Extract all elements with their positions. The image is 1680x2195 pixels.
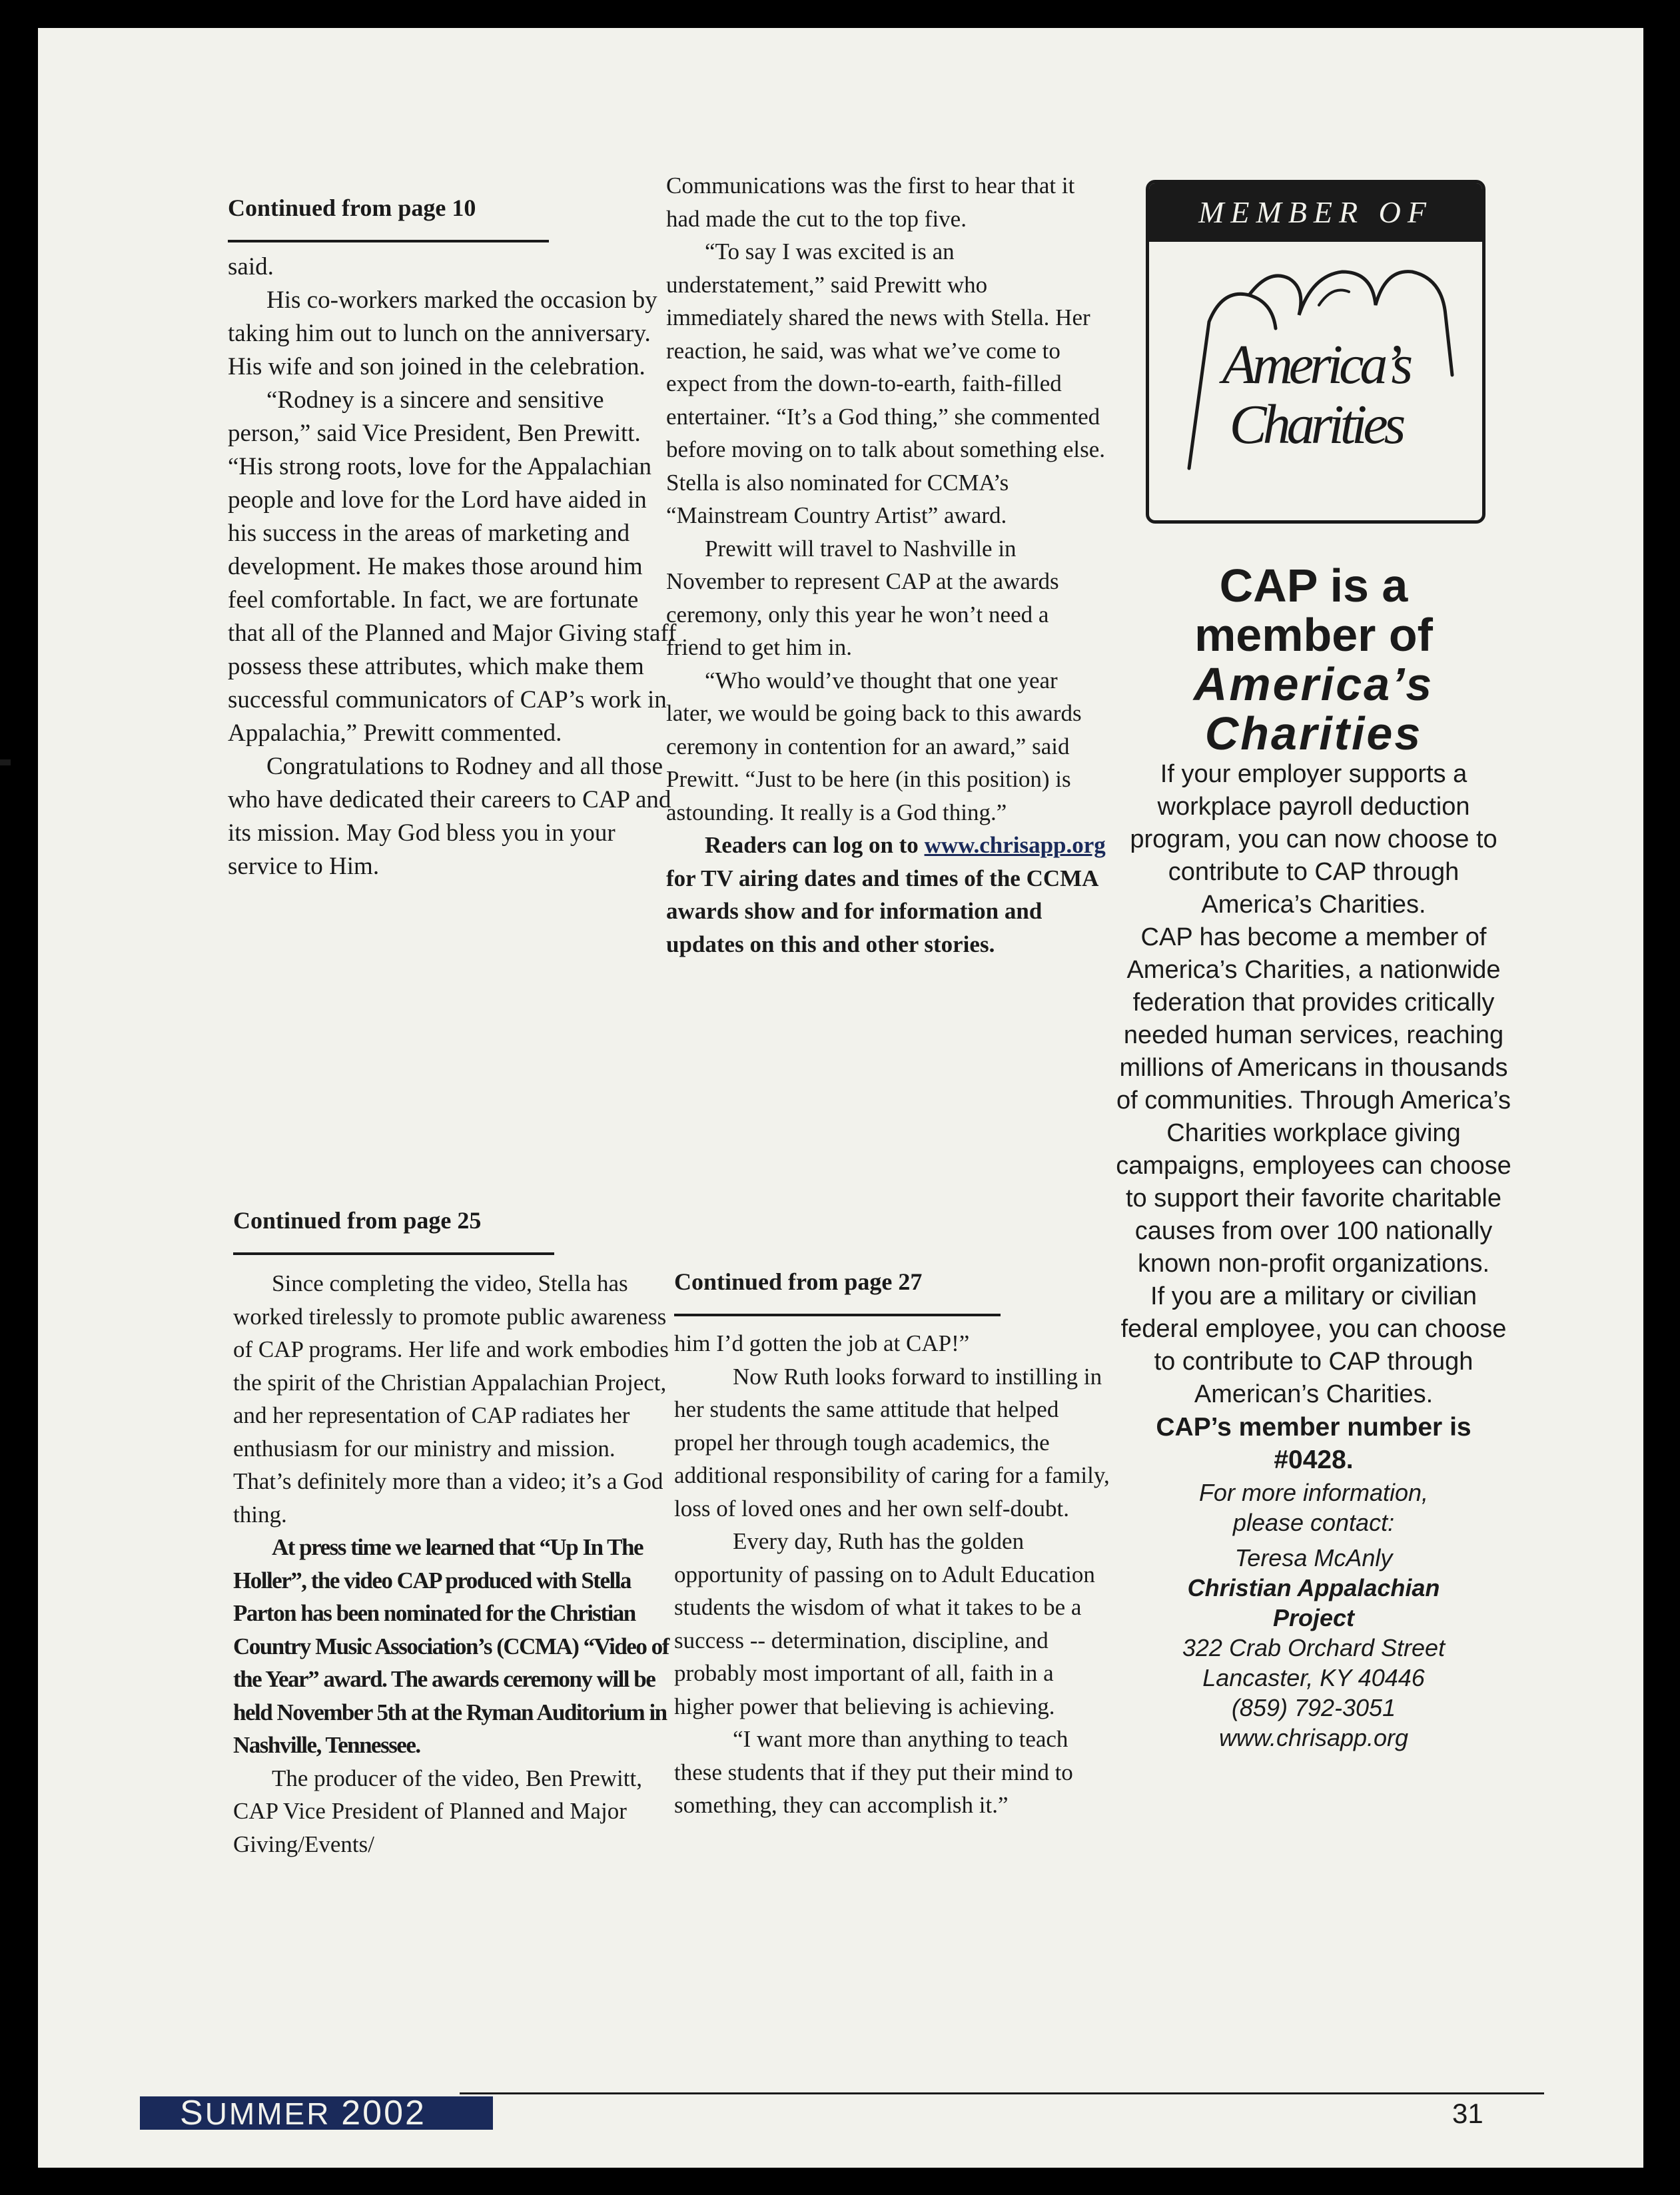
sidebar-heading: Charities [1204, 707, 1423, 759]
sidebar-paragraph: CAP has become a member of America’s Charities, a nationwide federation that provides critically needed human services, reaching millions of Americans in thousands of communities. Through America’s Charities workplace giving campaigns, employees can choose to support their favorite charitable causes from over 100 nationally known non-profit organizations. [1116, 923, 1511, 1278]
sidebar-membership [1107, 561, 1520, 1753]
contact-city: Lancaster, KY 40446 [1202, 1664, 1425, 1691]
paragraph: “I want more than anything to teach these students that if they put their mind to something, they can accomplish it.” [674, 1726, 1073, 1818]
continued-heading-page-27: Continued from page 27 [674, 1268, 923, 1295]
contact-name: Teresa McAnly [1234, 1544, 1393, 1571]
scan-edge-mark [0, 759, 11, 765]
article-continuation-25 [233, 1267, 676, 1861]
column-2-lower [674, 1267, 1117, 1822]
page-number: 31 [1452, 2098, 1483, 2129]
paragraph: “To say I was excited is an understatement,” said Prewitt who immediately shared the news with Stella. Her reaction, he said, was what we’ve come to expect from the down-to-earth, faith-filled entertainer. “It’s a God thing,” she commented before moving on to talk about something else. Stella is also nominated for CCMA’s “Mainstream Country Artist” award. [666, 238, 1106, 528]
season-initial: S [180, 2094, 205, 2132]
paragraph: “Who would’ve thought that one year later, we would be going back to this awards ceremony in contention for an award,” said Prewitt. “Just to be here (in this position) is astounding. It really is a God thing.” [666, 667, 1082, 825]
member-number: CAP’s member number is #0428. [1156, 1413, 1471, 1474]
magazine-page [38, 28, 1643, 2168]
continued-heading-page-25: Continued from page 25 [233, 1207, 482, 1234]
sidebar-paragraph: If your employer supports a workplace payroll deduction program, you can now choose to contribute to CAP through America’s Charities. [1130, 760, 1497, 919]
nomination-announcement: At press time we learned that “Up In The Holler”, the video CAP produced with Stella Parton has been nominated for the Christian Country Music Association’s (CCMA) “Video of the Year” award. The awards ceremony will be held November 5th at the Ryman Auditorium in Nashville, Tennessee. [233, 1534, 669, 1758]
paragraph: Prewitt will travel to Nashville in November to represent CAP at the awards ceremony, only this year he won’t need a friend to get him in. [666, 535, 1059, 660]
footer-rule [460, 2092, 1544, 2094]
column-1-lower [233, 1206, 676, 1861]
heading-rule [228, 240, 549, 242]
continued-heading-page-10: Continued from page 10 [228, 195, 476, 221]
americas-charities-logo [1146, 180, 1485, 524]
logo-text-americas: America’s [1222, 334, 1410, 396]
paragraph: The producer of the video, Ben Prewitt, CAP Vice President of Planned and Major Giving/Events/ [233, 1765, 642, 1857]
chrisapp-link[interactable]: www.chrisapp.org [924, 832, 1106, 858]
readers-note-rest: for TV airing dates and times of the CCMA awards show and for information and updates on this and other stories. [666, 865, 1098, 957]
issue-year: 2002 [341, 2094, 426, 2132]
paragraph: said. [228, 253, 274, 280]
sidebar-paragraph: If you are a military or civilian federal employee, you can choose to contribute to CAP through American’s Charities. [1120, 1282, 1507, 1408]
column-1 [228, 193, 681, 883]
contact-address: 322 Crab Orchard Street [1182, 1634, 1446, 1661]
article-continuation-10 [228, 250, 681, 883]
logo-text-charities: Charities [1229, 394, 1402, 456]
readers-note-intro: Readers can log on to [705, 832, 919, 858]
article-continuation-cont [666, 169, 1107, 961]
heading-rule [674, 1314, 1001, 1316]
paragraph: His co-workers marked the occasion by taking him out to lunch on the anniversary. His wife and son joined in the celebration. [228, 286, 657, 380]
paragraph: Congratulations to Rodney and all those who have dedicated their careers to CAP and its mission. May God bless you in your service to Him. [228, 753, 671, 880]
contact-website[interactable]: www.chrisapp.org [1218, 1724, 1409, 1751]
logo-art [1149, 242, 1482, 520]
contact-organization: Christian Appalachian Project [1187, 1574, 1440, 1631]
sidebar-heading: member of [1194, 609, 1433, 661]
paragraph: him I’d gotten the job at CAP!” [674, 1330, 970, 1356]
sidebar-heading: America’s [1193, 658, 1434, 710]
footer-issue-label [180, 2094, 426, 2132]
paragraph: Communications was the first to hear that it had made the cut to the top five. [666, 173, 1075, 232]
paragraph: Now Ruth looks forward to instilling in her students the same attitude that helped propel her through tough academics, the additional responsibility of caring for a family, loss of loved ones and her own self-doubt. [674, 1363, 1110, 1522]
sidebar-heading: CAP is a [1219, 560, 1408, 612]
column-2 [666, 169, 1107, 961]
contact-phone: (859) 792-3051 [1231, 1694, 1396, 1721]
article-continuation-27 [674, 1327, 1117, 1822]
paragraph: “Rodney is a sincere and sensitive person,” said Vice President, Ben Prewitt. “His strong roots, love for the Appalachian people and love for the Lord have aided in his success in the areas of marketing and development. He makes those around him feel comfortable. In fact, we are fortunate that all of the Planned and Major Giving staff possess these attributes, which make them successful communicators of CAP’s work in Appalachia,” Prewitt commented. [228, 386, 677, 747]
season-rest: UMMER [205, 2096, 331, 2131]
more-info-note: For more information, please contact: [1198, 1479, 1429, 1536]
paragraph: Every day, Ruth has the golden opportunity of passing on to Adult Education students the wisdom of what it takes to be a success -- determination, discipline, and probably most important of all, faith in a higher power that believing is achieving. [674, 1528, 1095, 1719]
member-of-banner: MEMBER OF [1149, 183, 1482, 242]
readers-note [666, 829, 1107, 961]
paragraph: Since completing the video, Stella has worked tirelessly to promote public awareness of CAP programs. Her life and work embodies the spirit of the Christian Appalachian Project, and her representation of CAP radiates her enthusiasm for our ministry and mission. That’s definitely more than a video; it’s a God thing. [233, 1270, 669, 1528]
heading-rule [233, 1252, 554, 1255]
